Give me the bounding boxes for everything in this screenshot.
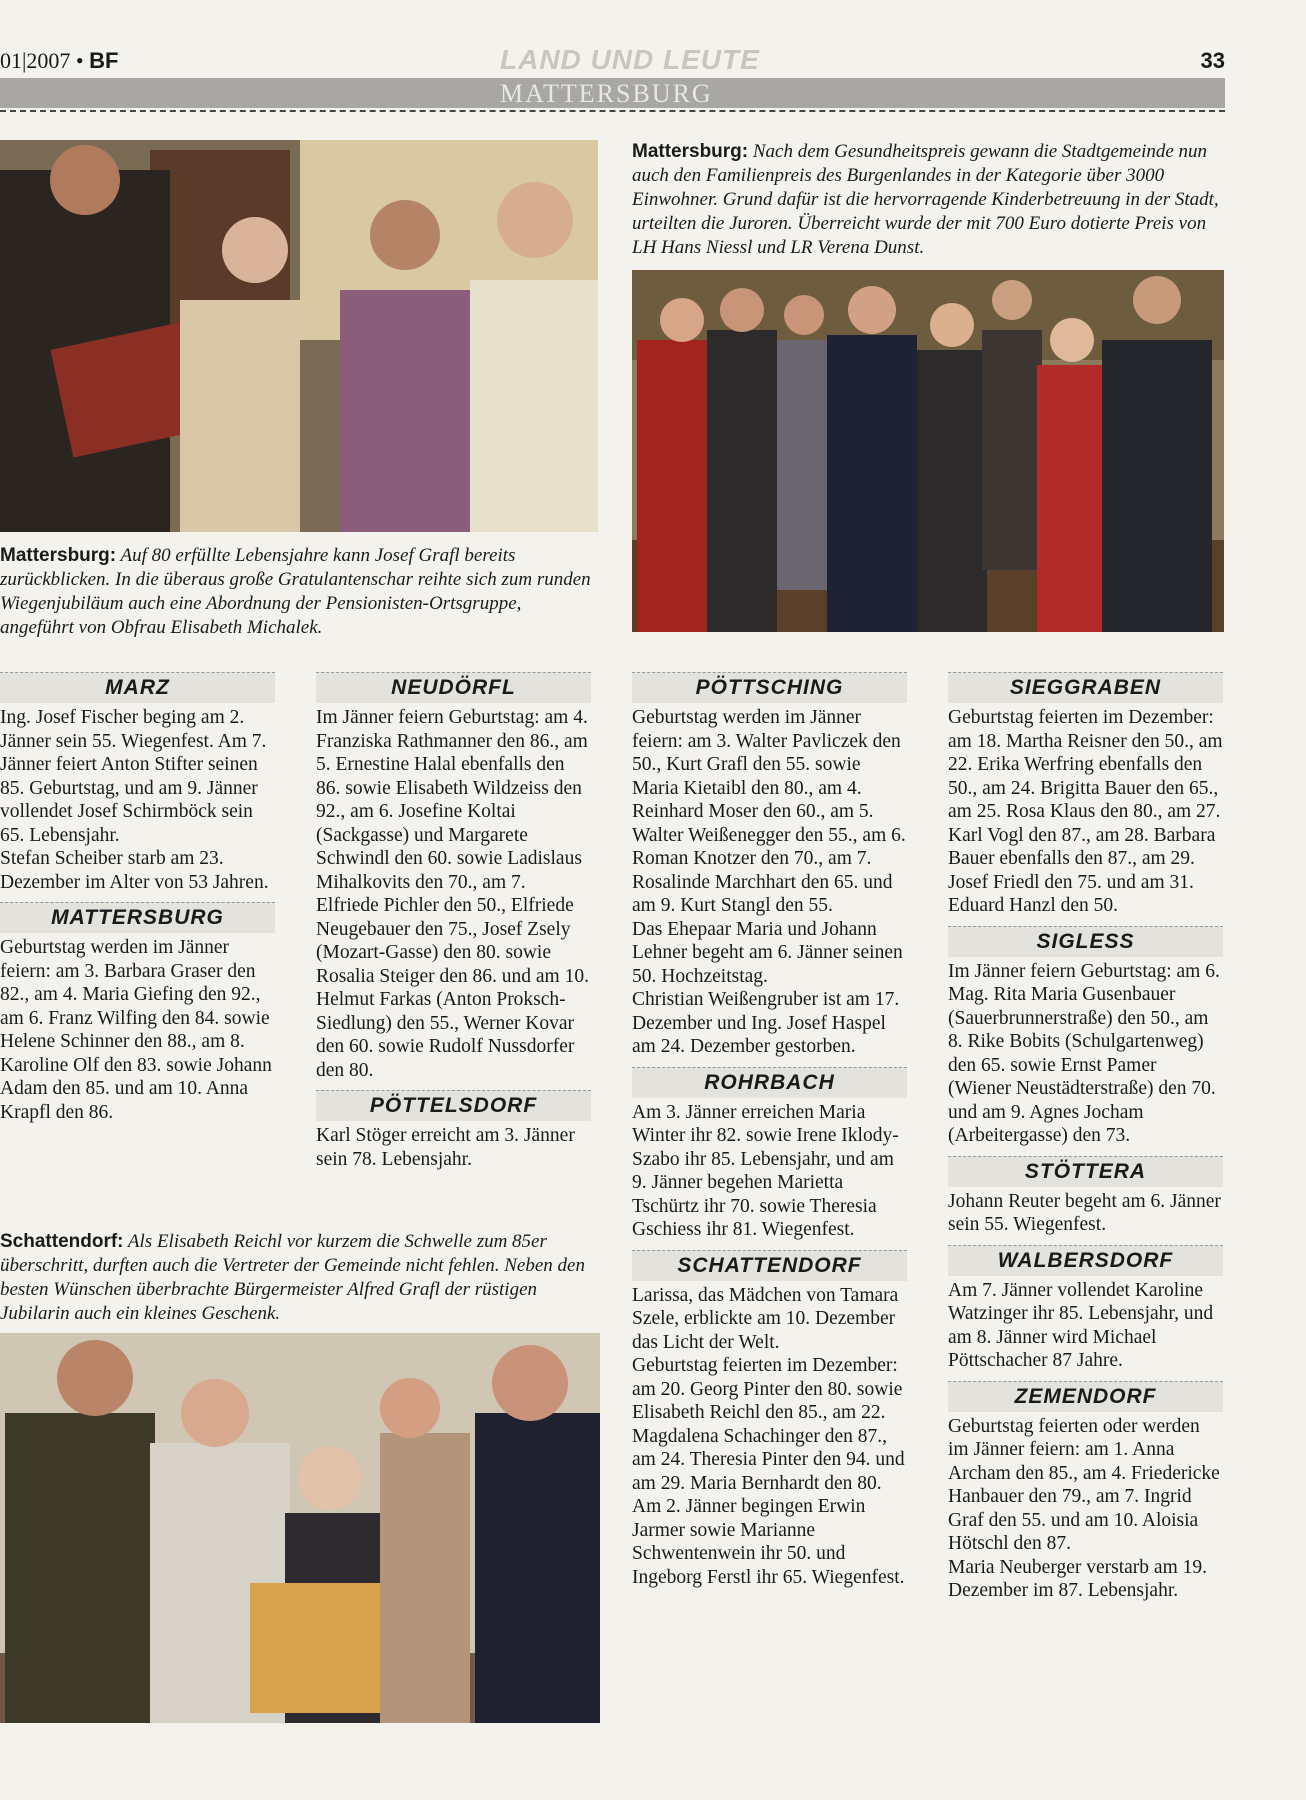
- photo-familienpreis: [632, 270, 1224, 632]
- section-heading: NEUDÖRFL: [316, 672, 591, 703]
- section-heading: SCHATTENDORF: [632, 1250, 907, 1281]
- column-4: [948, 672, 1223, 1611]
- section-heading: PÖTTELSDORF: [316, 1090, 591, 1121]
- photo-reichl-birthday-image: [0, 1333, 600, 1723]
- section-body: Johann Reuter begeht am 6. Jänner sein 55. Wiegenfest.: [948, 1190, 1221, 1235]
- section-body: Larissa, das Mädchen von Tamara Szele, erblickte am 10. Dezember das Licht der Welt. Geburtstag feierten im Dezember: am 20. Georg Pinter den 80. sowie Elisabeth Reichl den 85., am 22. Magdalena Schachinger den 87., am 24. Theresia Pinter den 94. und am 29. Maria Bernhardt den 80. Am 2. Jänner begingen Erwin Jarmer sowie Marianne Schwentenwein ihr 50. und Ingeborg Ferstl ihr 65. Wiegenfest.: [632, 1284, 905, 1588]
- section-marz: [0, 672, 275, 894]
- section-heading: PÖTTSCHING: [632, 672, 907, 703]
- section-heading: SIEGGRABEN: [948, 672, 1223, 703]
- caption-text: Als Elisabeth Reichl vor kurzem die Schwelle zum 85er überschritt, durften auch die Vertreter der Gemeinde nicht fehlen. Neben den besten Wünschen überbrachte Bürgermeister Alfred Grafl der rüstigen Jubilarin auch ein kleines Geschenk.: [0, 1231, 585, 1324]
- caption-text: Auf 80 erfüllte Lebensjahre kann Josef Grafl bereits zurückblicken. In die überaus große Gratulantenschar reihte sich zum runden Wiegenjubiläum auch eine Abordnung der Pensionisten-Ortsgruppe, angeführt von Obfrau Elisabeth Michalek.: [0, 545, 591, 638]
- caption-reichl: [0, 1230, 598, 1326]
- section-body: Im Jänner feiern Geburtstag: am 4. Franziska Rathmanner den 86., am 5. Ernestine Halal ebenfalls den 86. sowie Elisabeth Wildzeiss den 92., am 6. Josefine Koltai (Sackgasse) und Margarete Schwindl den 60. sowie Ladislaus Mihalkovits den 70., am 7. Elfriede Pichler den 50., Elfriede Neugebauer den 75., Josef Zsely (Mozart-Gasse) den 80. sowie Rosalia Steiger den 86. und am 10. Helmut Farkas (Anton Proksch-Siedlung) den 55., Werner Kovar den 60. sowie Rudolf Nussdorfer den 80.: [316, 707, 589, 1081]
- page-number: 33: [1200, 48, 1225, 73]
- section-body: Am 3. Jänner erreichen Maria Winter ihr 82. sowie Irene Iklody-Szabo ihr 85. Lebensjahr, und am 9. Jänner begehen Marietta Tschürtz ihr 70. sowie Theresia Gschiess ihr 81. Wiegenfest.: [632, 1101, 899, 1240]
- subsection-bar: [0, 78, 1225, 108]
- section-heading: SIGLESS: [948, 926, 1223, 957]
- caption-grafl: [0, 544, 598, 640]
- section-body: Geburtstag feierten oder werden im Jänner feiern: am 1. Anna Archam den 85., am 4. Friedericke Hanbauer den 79., am 7. Ingrid Graf den 55. und am 10. Aloisia Hötschl den 87. Maria Neuberger verstarb am 19. Dezember im 87. Lebensjahr.: [948, 1415, 1220, 1601]
- section-poettsching: [632, 672, 907, 1059]
- section-body: Im Jänner feiern Geburtstag: am 6. Mag. Rita Maria Gusenbauer (Sauerbrunnerstraße) den 50., am 8. Rike Bobits (Schulgartenweg) den 65. sowie Ernst Pamer (Wiener Neustädterstraße) den 70. und am 9. Agnes Jocham (Arbeitergasse) den 73.: [948, 960, 1220, 1146]
- section-heading: STÖTTERA: [948, 1156, 1223, 1187]
- column-2: [316, 672, 591, 1179]
- section-heading: ZEMENDORF: [948, 1381, 1223, 1412]
- photo-grafl-birthday: [0, 140, 598, 532]
- page-header: [0, 44, 1225, 78]
- caption-place: Mattersburg:: [0, 545, 117, 566]
- photo-grafl-birthday-image: [0, 140, 598, 532]
- caption-place: Schattendorf:: [0, 1231, 124, 1252]
- section-body: Ing. Josef Fischer beging am 2. Jänner sein 55. Wiegenfest. Am 7. Jänner feiert Anton Stifter seinen 85. Geburtstag, und am 9. Jänner vollendet Josef Schirmböck sein 65. Lebensjahr. Stefan Scheiber starb am 23. Dezember im Alter von 53 Jahren.: [0, 707, 269, 893]
- caption-text: Nach dem Gesundheitspreis gewann die Stadtgemeinde nun auch den Familienpreis des Burgenlandes in der Kategorie über 3000 Einwohner. Grund dafür ist die hervorragende Kinderbetreuung in der Stadt, urteilten die Juroren. Überreicht wurde der mit 700 Euro dotierte Preis von LH Hans Niessl und LR Verena Dunst.: [632, 141, 1219, 258]
- section-heading: WALBERSDORF: [948, 1245, 1223, 1276]
- caption-place: Mattersburg:: [632, 141, 749, 162]
- photo-familienpreis-image: [632, 270, 1224, 632]
- section-body: Geburtstag werden im Jänner feiern: am 3. Barbara Graser den 82., am 4. Maria Giefing den 92., am 6. Franz Wilfing den 84. sowie Helene Schinner den 88., am 8. Karoline Olf den 83. sowie Johann Adam den 85. und am 10. Anna Krapfl den 86.: [0, 937, 272, 1123]
- section-rohrbach: [632, 1067, 907, 1242]
- caption-familienpreis: [632, 140, 1224, 260]
- section-sieggraben: [948, 672, 1223, 918]
- section-body: Karl Stöger erreicht am 3. Jänner sein 78. Lebensjahr.: [316, 1125, 575, 1170]
- column-1: [0, 672, 275, 1132]
- header-divider: [0, 110, 1225, 112]
- section-sigless: [948, 926, 1223, 1148]
- section-body: Geburtstag werden im Jänner feiern: am 3. Walter Pavliczek den 50., Kurt Grafl den 55. sowie Maria Kietaibl den 80., am 4. Reinhard Moser den 60., am 5. Walter Weißenegger den 55., am 6. Roman Knotzer den 70., am 7. Rosalinde Marchhart den 65. und am 9. Kurt Stangl den 55. Das Ehepaar Maria und Johann Lehner begeht am 6. Jänner seinen 50. Hochzeitstag. Christian Weißengruber ist am 17. Dezember und Ing. Josef Haspel am 24. Dezember gestorben.: [632, 707, 906, 1057]
- section-schattendorf: [632, 1250, 907, 1590]
- section-body: Geburtstag feierten im Dezember: am 18. Martha Reisner den 50., am 22. Erika Werfring ebenfalls den 50., am 24. Brigitta Bauer den 65., am 25. Rosa Klaus den 80., am 27. Karl Vogl den 87., am 28. Barbara Bauer ebenfalls den 87., am 29. Josef Friedl den 75. und am 31. Eduard Hanzl den 50.: [948, 707, 1223, 916]
- column-3: [632, 672, 907, 1597]
- section-title: LAND UND LEUTE: [500, 44, 760, 75]
- section-mattersburg: [0, 902, 275, 1124]
- photo-reichl-birthday: [0, 1333, 600, 1723]
- section-stoettera: [948, 1156, 1223, 1237]
- section-walbersdorf: [948, 1245, 1223, 1373]
- section-body: Am 7. Jänner vollendet Karoline Watzinger ihr 85. Lebensjahr, und am 8. Jänner wird Michael Pöttschacher 87 Jahre.: [948, 1279, 1214, 1371]
- issue-number: 01|2007: [0, 48, 71, 73]
- subsection-title: MATTERSBURG: [500, 79, 713, 108]
- section-neudoerfl: [316, 672, 591, 1082]
- section-heading: ROHRBACH: [632, 1067, 907, 1098]
- section-heading: MARZ: [0, 672, 275, 703]
- section-heading: MATTERSBURG: [0, 902, 275, 933]
- section-poettelsdorf: [316, 1090, 591, 1171]
- brand-name: BF: [89, 48, 119, 73]
- issue-brand: 01|2007 • BF: [0, 48, 119, 73]
- section-zemendorf: [948, 1381, 1223, 1603]
